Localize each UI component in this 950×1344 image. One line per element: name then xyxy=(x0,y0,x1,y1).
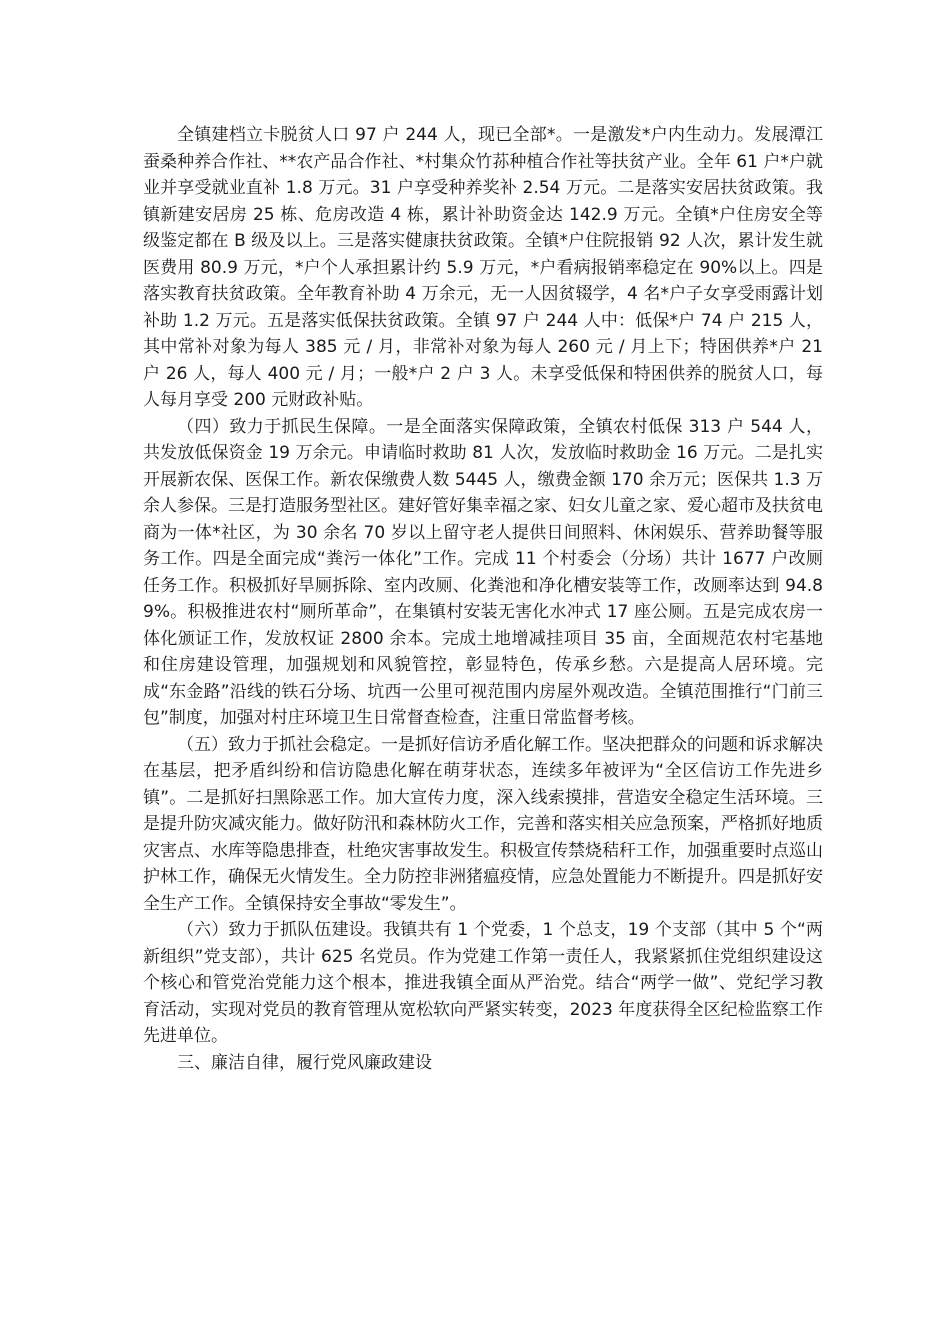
paragraph-team-building: （六）致力于抓队伍建设。我镇共有 1 个党委，1 个总支，19 个支部（其中 5 个“两新组织”党支部），共计 625 名党员。作为党建工作第一责任人，我紧紧抓住党组织建设这个核心和管党治党能力这个根本，推进我镇全面从严治党。结合“两学一做”、党纪学习教育活动，实现对党员的教育管理从宽松软向严紧实转变，2023 年度获得全区纪检监察工作先进单位。 xyxy=(143,920,823,1046)
paragraph-social-stability: （五）致力于抓社会稳定。一是抓好信访矛盾化解工作。坚决把群众的问题和诉求解决在基层，把矛盾纠纷和信访隐患化解在萌芽状态，连续多年被评为“全区信访工作先进乡镇”。二是抓好扫黑除恶工作。加大宣传力度，深入线索摸排，营造安全稳定生活环境。三是提升防灾减灾能力。做好防汛和森林防火工作，完善和落实相关应急预案，严格抓好地质灾害点、水库等隐患排查，杜绝灾害事故发生。积极宣传禁烧秸秆工作，加强重要时点巡山护林工作，确保无火情发生。全力防控非洲猪瘟疫情，应急处置能力不断提升。四是抓好安全生产工作。全镇保持安全事故“零发生”。 xyxy=(143,734,823,914)
paragraph-poverty-alleviation: 全镇建档立卡脱贫人口 97 户 244 人，现已全部*。一是激发*户内生动力。发展潭江蚕桑种养合作社、**农产品合作社、*村集众竹荪种植合作社等扶贫产业。全年 61 户*户就业并享受就业直补 1.8 万元。31 户享受种养奖补 2.54 万元。二是落实安居扶贫政策。我镇新建安居房 25 栋、危房改造 4 栋，累计补助资金达 142.9 万元。全镇*户住房安全等级鉴定都在 B 级及以上。三是落实健康扶贫政策。全镇*户住院报销 92 人次，累计发生就医费用 80.9 万元，*户个人承担累计约 5.9 万元，*户看病报销率稳定在 90%以上。四是落实教育扶贫政策。全年教育补助 4 万余元，无一人因贫辍学，4 名*户子女享受雨露计划补助 1.2 万元。五是落实低保扶贫政策。全镇 97 户 244 人中：低保*户 74 户 215 人，其中常补对象为每人 385 元 / 月，非常补对象为每人 260 元 / 月上下；特困供养*户 21 户 26 人，每人 400 元 / 月；一般*户 2 户 3 人。未享受低保和特困供养的脱贫人口，每人每月享受 200 元财政补贴。 xyxy=(143,125,823,410)
document-body xyxy=(143,122,823,1076)
paragraph-livelihood: （四）致力于抓民生保障。一是全面落实保障政策，全镇农村低保 313 户 544 人，共发放低保资金 19 万余元。申请临时救助 81 人次，发放临时救助金 16 万元。二是扎实开展新农保、医保工作。新农保缴费人数 5445 人，缴费金额 170 余万元；医保共 1.3 万余人参保。三是打造服务型社区。建好管好集幸福之家、妇女儿童之家、爱心超市及扶贫电商为一体*社区，为 30 余名 70 岁以上留守老人提供日间照料、休闲娱乐、营养助餐等服务工作。四是全面完成“粪污一体化”工作。完成 11 个村委会（分场）共计 1677 户改厕任务工作。积极抓好旱厕拆除、室内改厕、化粪池和净化槽安装等工作，改厕率达到 94.89%。积极推进农村“厕所革命”，在集镇村安装无害化水冲式 17 座公厕。五是完成农房一体化颁证工作，发放权证 2800 余本。完成土地增减挂项目 35 亩，全面规范农村宅基地和住房建设管理，加强规划和风貌管控，彰显特色，传承乡愁。六是提高人居环境。完成“东金路”沿线的铁石分场、坑西一公里可视范围内房屋外观改造。全镇范围推行“门前三包”制度，加强对村庄环境卫生日常督查检查，注重日常监督考核。 xyxy=(143,416,823,728)
section-heading-integrity: 三、廉洁自律，履行党风廉政建设 xyxy=(177,1052,432,1073)
